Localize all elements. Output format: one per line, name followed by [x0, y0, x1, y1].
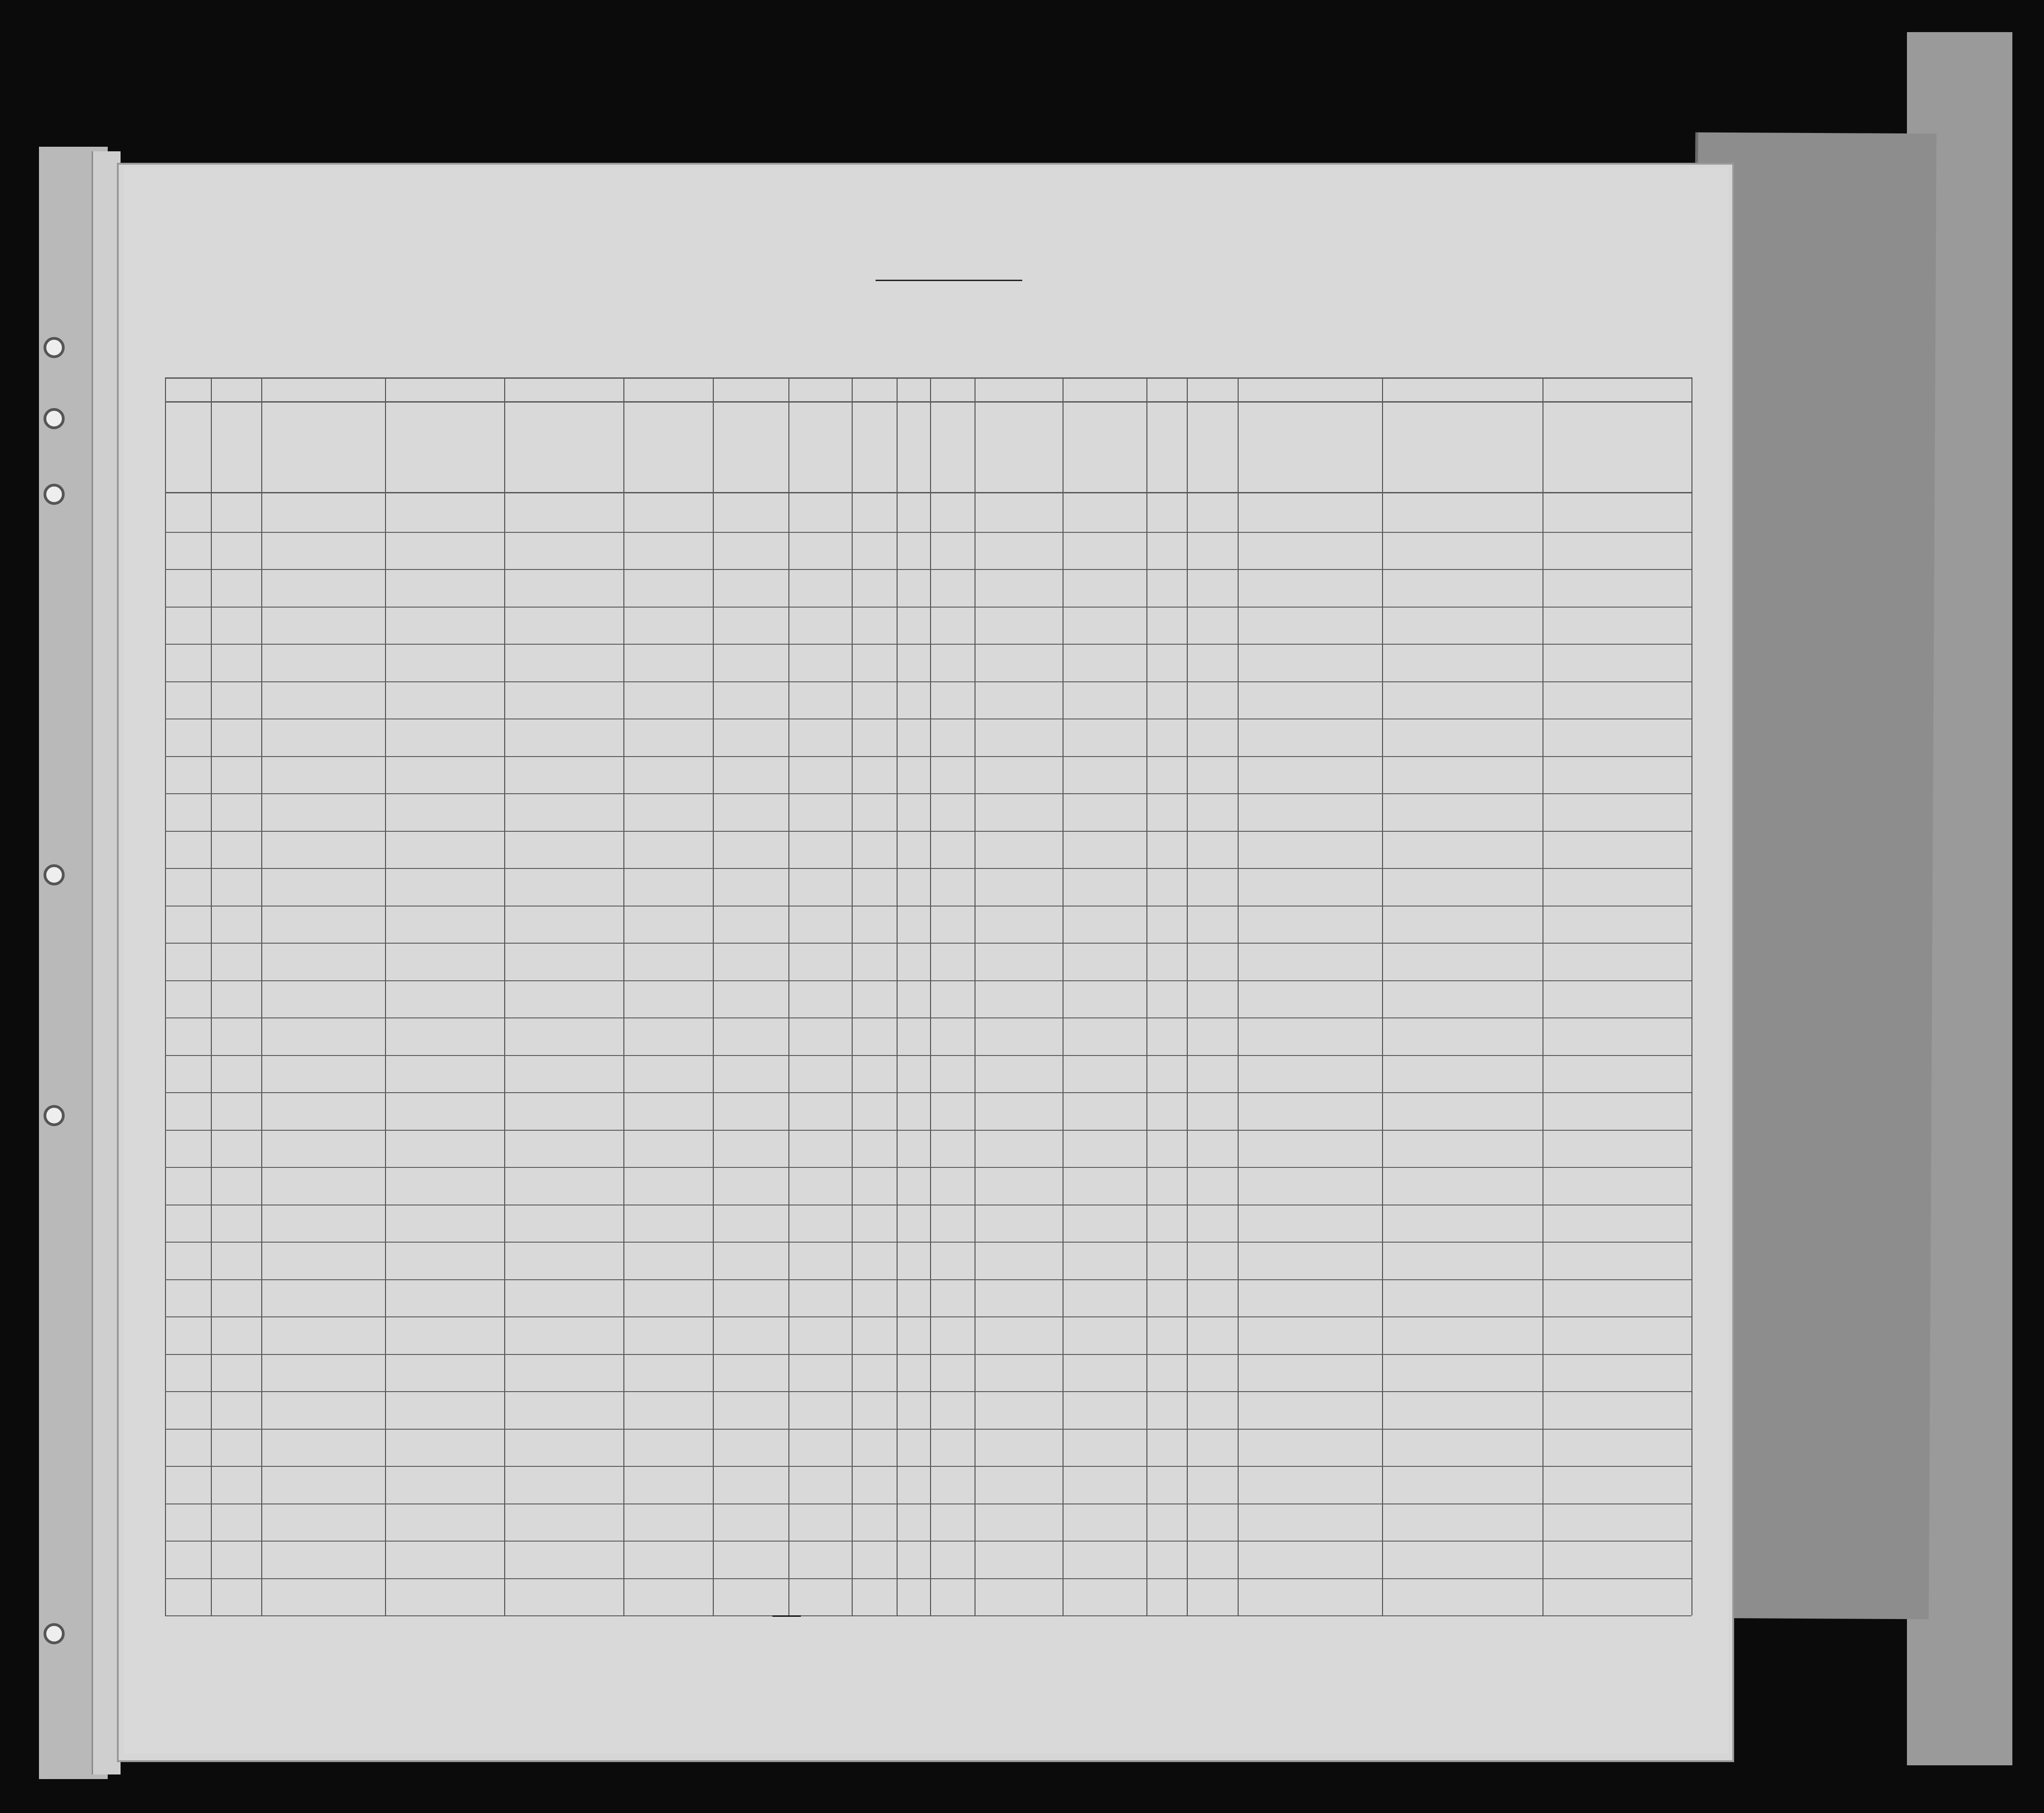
- binding-hole: [44, 864, 65, 885]
- crew-table: [165, 377, 1691, 1615]
- row-rule: [165, 831, 1691, 832]
- row-rule: [165, 1429, 1691, 1430]
- row-rule: [165, 1017, 1691, 1018]
- column-divider: [1382, 377, 1383, 1615]
- column-divider: [261, 377, 262, 1615]
- row-rule: [165, 943, 1691, 944]
- column-divider: [930, 377, 931, 1615]
- title-rule: [876, 280, 1022, 281]
- column-divider: [385, 377, 386, 1615]
- binding-hole: [44, 1623, 65, 1644]
- row-rule: [165, 1354, 1691, 1355]
- column-divider: [623, 377, 624, 1615]
- row-rule: [165, 1242, 1691, 1243]
- row-rule: [165, 1055, 1691, 1056]
- header-rule: [165, 492, 1691, 493]
- row-rule: [165, 569, 1691, 570]
- row-rule: [165, 1503, 1691, 1504]
- row-rule: [165, 1466, 1691, 1467]
- column-divider: [165, 377, 166, 1615]
- row-rule: [165, 607, 1691, 608]
- column-divider: [211, 377, 212, 1615]
- binding-hole: [44, 337, 65, 358]
- header-rule: [165, 377, 1691, 379]
- row-rule: [165, 1279, 1691, 1280]
- column-divider: [852, 377, 853, 1615]
- column-divider: [504, 377, 505, 1615]
- row-rule: [165, 1130, 1691, 1131]
- column-divider: [1691, 377, 1692, 1615]
- row-rule: [165, 1615, 1691, 1616]
- row-rule: [165, 1092, 1691, 1093]
- row-rule: [165, 756, 1691, 757]
- column-divider: [788, 377, 789, 1615]
- row-rule: [165, 1167, 1691, 1168]
- column-divider: [1146, 377, 1147, 1615]
- column-divider: [897, 377, 898, 1615]
- binding-hole: [44, 484, 65, 505]
- column-divider: [713, 377, 714, 1615]
- column-divider: [1187, 377, 1188, 1615]
- row-rule: [165, 532, 1691, 533]
- column-divider: [1238, 377, 1239, 1615]
- binding-edge: [92, 151, 121, 1774]
- row-rule: [165, 1578, 1691, 1579]
- row-rule: [165, 868, 1691, 869]
- header-rule: [165, 401, 1691, 403]
- row-rule: [165, 793, 1691, 794]
- row-rule: [165, 980, 1691, 981]
- manifest-sheet: [124, 167, 1728, 1754]
- tally-strike: [772, 1615, 801, 1617]
- row-rule: [165, 644, 1691, 645]
- row-rule: [165, 1391, 1691, 1392]
- binding-hole: [44, 408, 65, 429]
- row-rule: [165, 681, 1691, 682]
- binding-hole: [44, 1105, 65, 1126]
- row-rule: [165, 1541, 1691, 1542]
- row-rule: [165, 1316, 1691, 1317]
